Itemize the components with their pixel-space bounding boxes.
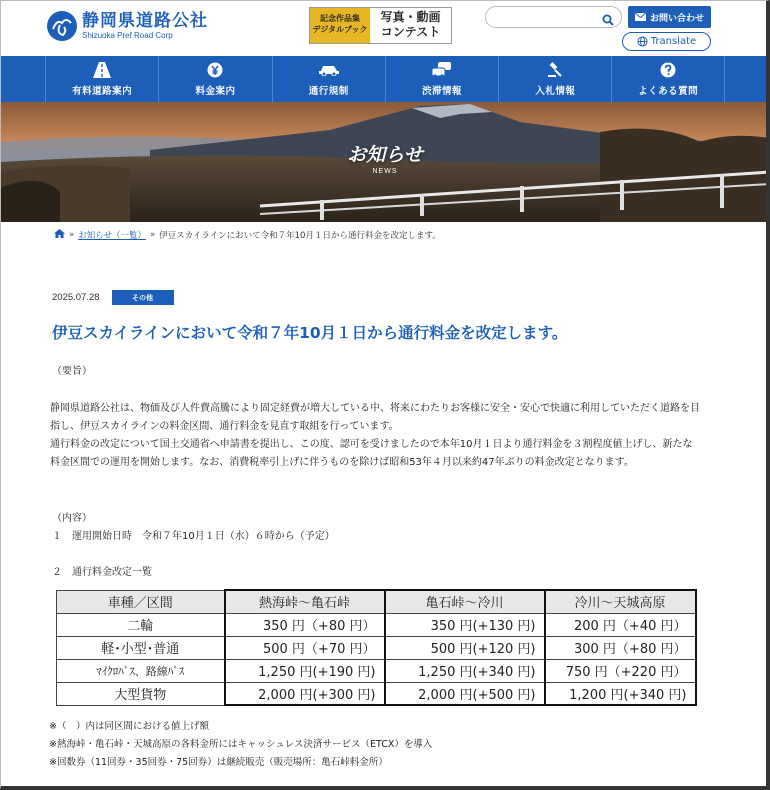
table-header-cell: 車種／区間 xyxy=(57,590,225,613)
contact-label: お問い合わせ xyxy=(649,13,704,24)
content-item-2: ２ 通行料金改定一覧 xyxy=(52,567,152,578)
nav-item-toll-roads[interactable] xyxy=(45,56,158,102)
fare-cell: 1,250 円(+340 円) xyxy=(385,659,545,682)
nav-item-traffic-restrictions[interactable] xyxy=(272,56,385,102)
table-row xyxy=(57,659,696,682)
nav-label: 有料道路案内 xyxy=(72,85,133,97)
nav-label: 入札情報 xyxy=(535,85,576,97)
traffic-icon xyxy=(432,62,452,79)
nav-item-faq[interactable] xyxy=(611,56,724,102)
article-paragraph-2: 通行料金の改定について国土交通省へ申請書を提出し、この度、認可を受けましたので本年10月１日より通行料金を３割程度値上げし、新たな料金区間での運用を開始します。なお、消費税率引上げに伴うものを除けば昭和53年４月以来約47年ぶりの料金改定となります。 xyxy=(50,439,693,468)
table-row xyxy=(57,682,696,705)
vehicle-type-cell: 大型貨物 xyxy=(57,682,225,705)
nav-item-congestion[interactable] xyxy=(385,56,498,102)
fare-cell: 300 円（+80 円） xyxy=(545,636,696,659)
logo-title: 静岡県道路公社 xyxy=(82,10,208,31)
breadcrumb-news-list-link[interactable]: お知らせ（一覧） xyxy=(78,231,146,241)
main-nav xyxy=(0,56,770,102)
translate-label: Translate xyxy=(650,36,697,47)
fare-cell: 200 円（+40 円） xyxy=(545,613,696,636)
search-input[interactable] xyxy=(494,9,594,25)
hero-title: お知らせ xyxy=(347,144,423,166)
article-title: 伊豆スカイラインにおいて令和７年10月１日から通行料金を改定します。 xyxy=(52,324,568,342)
contact-button[interactable] xyxy=(628,6,711,28)
notes xyxy=(49,718,432,772)
note-line: ※熱海峠・亀石峠・天城高原の各料金所にはキャッシュレス決済サービス（ETCX）を導入 xyxy=(49,739,433,750)
fare-cell: 1,200 円(+340 円) xyxy=(545,682,696,705)
globe-icon xyxy=(637,36,648,47)
article-date: 2025.07.28 xyxy=(52,292,100,303)
logo-subtitle: Shizuoka Pref Road Corp xyxy=(82,30,173,40)
mail-icon xyxy=(635,13,646,21)
nav-label: 料金案内 xyxy=(195,85,236,97)
site-logo[interactable] xyxy=(47,11,208,41)
fare-cell: 2,000 円(+500 円) xyxy=(385,682,545,705)
hero-subtitle: NEWS xyxy=(372,168,398,175)
breadcrumb-separator: » xyxy=(149,230,156,240)
fare-table xyxy=(56,589,697,706)
search-icon[interactable] xyxy=(602,11,614,30)
table-header-cell: 亀石峠～冷川 xyxy=(385,590,545,613)
vehicle-type-cell: 軽･小型･普通 xyxy=(57,636,225,659)
fare-cell: 500 円（+70 円） xyxy=(225,636,385,659)
fare-cell: 350 円（+80 円） xyxy=(225,613,385,636)
breadcrumb-separator: » xyxy=(69,230,75,240)
road-icon xyxy=(93,62,111,79)
logo-mark-icon xyxy=(47,11,77,41)
fare-cell: 2,000 円(+300 円) xyxy=(225,682,385,705)
note-line: ※回数券（11回券・35回券・75回券）は継続販売（販売場所：亀石峠料金所） xyxy=(49,757,388,768)
yen-icon xyxy=(207,62,223,79)
table-header-cell: 熱海峠～亀石峠 xyxy=(225,590,385,613)
fare-cell: 350 円(+130 円) xyxy=(385,613,545,636)
article-paragraph-1: 静岡県道路公社は、物価及び人件費高騰により固定経費が増大している中、将来にわたりお客様に安全・安心で快適に利用していただく道路を目指し、伊豆スカイラインの料金区間、通行料金を見直す取組を行っています。 xyxy=(50,403,700,432)
category-badge: その他 xyxy=(112,290,174,305)
nav-item-fares[interactable] xyxy=(158,56,271,102)
table-row xyxy=(57,613,696,636)
nav-label: よくある質問 xyxy=(638,85,699,97)
note-line: ※（ ）内は同区間における値上げ額 xyxy=(49,721,209,732)
home-icon[interactable] xyxy=(54,229,65,241)
contest-banner[interactable] xyxy=(309,7,452,44)
fare-cell: 500 円(+120 円) xyxy=(385,636,545,659)
nav-label: 通行規制 xyxy=(308,85,349,97)
fare-cell: 750 円（+220 円） xyxy=(545,659,696,682)
article-meta xyxy=(52,290,174,305)
breadcrumb-current: 伊豆スカイラインにおいて令和７年10月１日から通行料金を改定します。 xyxy=(159,231,441,241)
nav-label: 渋滞情報 xyxy=(422,85,463,97)
table-header-row xyxy=(57,590,696,613)
search-box xyxy=(485,6,622,28)
breadcrumb xyxy=(54,229,441,241)
car-icon xyxy=(319,62,339,79)
nav-item-bidding[interactable] xyxy=(498,56,611,102)
gavel-icon xyxy=(547,62,563,79)
vehicle-type-cell: 二輪 xyxy=(57,613,225,636)
question-icon xyxy=(660,62,676,79)
hero-banner xyxy=(0,102,770,222)
translate-button[interactable] xyxy=(622,32,711,51)
content-item-1: １ 運用開始日時 令和７年10月１日（水）６時から（予定） xyxy=(52,531,335,542)
table-row xyxy=(57,636,696,659)
vehicle-type-cell: ﾏｲｸﾛﾊﾞｽ、路線ﾊﾞｽ xyxy=(57,659,225,682)
banner-left-text: 記念作品集 デジタルブック xyxy=(310,8,370,43)
table-header-cell: 冷川～天城高原 xyxy=(545,590,696,613)
banner-right-text: 写真・動画 コンテスト xyxy=(370,8,451,43)
summary-heading: （要旨） xyxy=(52,366,92,377)
fare-cell: 1,250 円(+190 円) xyxy=(225,659,385,682)
site-header xyxy=(0,0,770,56)
contents-heading: （内容） xyxy=(52,513,92,524)
